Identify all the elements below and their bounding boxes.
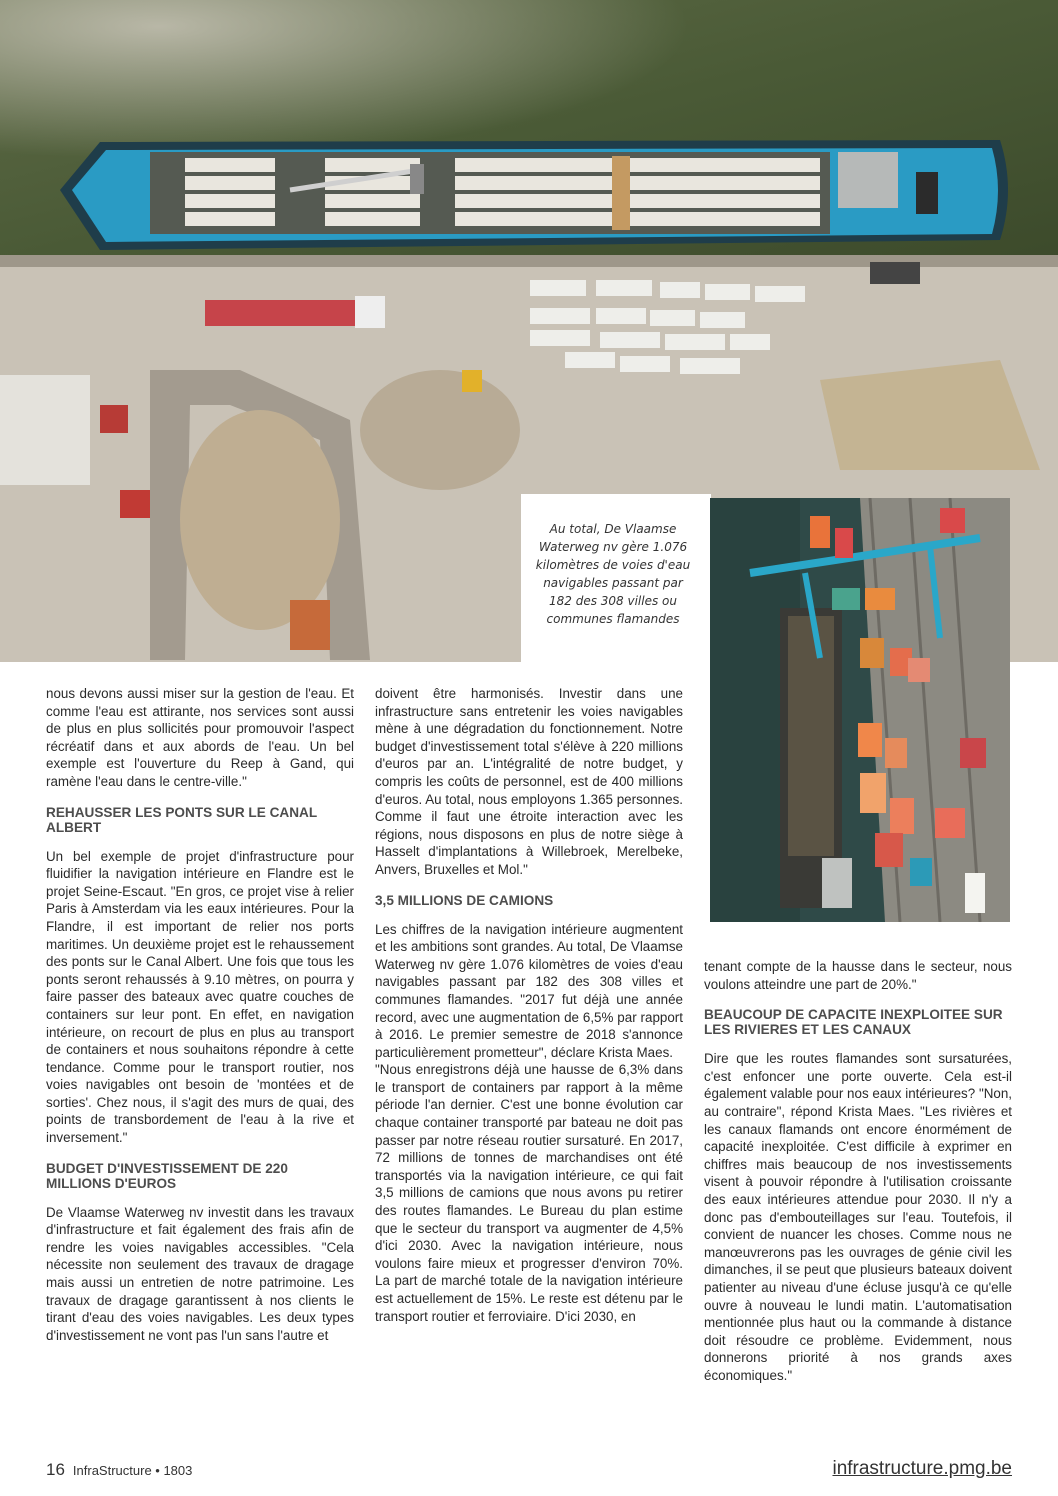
paragraph: Dire que les routes flamandes sont sursaturées, c'est enfoncer une porte ouverte. Cela est-il également valable pour nos eaux intérieures? "Non, au contraire", répond Krista Maes. "Les rivières et les canaux flamands ont encore énormément de capacité inexploitée. C'est difficile à exprimer en chiffres mais beaucoup de nos investissements visent à pouvoir répondre à l'utilisation croissante des eaux intérieures attendue pour 2030. Il n'y a donc pas d'embouteillages sur l'eau. Toutefois, il convient de nuancer les choses. Comme nous ne manœuvrerons pas les ouvrages de génie civil les dimanches, il se peut que plusieurs bateaux doivent patienter au niveau d'une écluse jusqu'à ce qu'elle ouvre à nouveau le lundi matin. L'automatisation mentionnée plus haut ou la commande à distance doit résoudre ce problème. Evidemment, nous donnerons priorité à nos grands axes économiques." (704, 1051, 1012, 1383)
paragraph: tenant compte de la hausse dans le secteur, nous voulons atteindre une part de 20%." (704, 959, 1012, 992)
paragraph: nous devons aussi miser sur la gestion de l'eau. Et comme l'eau est attirante, nos services sont aussi de plus en plus sollicités pour promouvoir l'aspect récréatif dans et aux abords de l'eau. Un bel exemple est l'ouverture du Reep à Gand, qui ramène l'eau dans le centre-ville." (46, 686, 354, 789)
footer-publication (46, 1460, 192, 1480)
paragraph: doivent être harmonisés. Investir dans une infrastructure sans entretenir les voies navigables mène à une dégradation du fonctionnement. Notre budget d'investissement total s'élève à 220 millions d'euros par an. L'intégralité de notre budget, y compris les coûts de personnel, est de 400 millions d'euros. Au total, nous employons 1.365 personnes. Comme il faut une étroite interaction avec les régions, nous disposons en plus de notre siège à Hasselt d'implantations à Willebroek, Merelbeke, Anvers, Bruxelles et Mol." (375, 686, 683, 877)
photo-caption: Au total, De Vlaamse Waterweg nv gère 1.076 kilomètres de voies d'eau navigables passant par 182 des 308 villes ou communes flamandes (535, 522, 691, 626)
page-number: 16 (46, 1460, 65, 1479)
column-3 (704, 958, 1012, 1398)
website-link[interactable]: infrastructure.pmg.be (832, 1458, 1012, 1479)
column-2 (375, 685, 683, 1339)
paragraph: "Nous enregistrons déjà une hausse de 6,3% dans le transport de containers par rapport à la même période l'an dernier. C'est une bonne évolution car chaque container transporté par bateau ne doit pas passer par notre réseau routier sursaturé. En 2017, 72 millions de tonnes de marchandises ont été transportés via la navigation intérieure, ce qui fait 3,5 millions de camions que nous avons pu retirer des routes flamandes. Le Bureau du plan estime que le secteur du transport va augmenter de 4,5% d'ici 2030. Avec la navigation intérieure, nous voulons faire mieux et progresser d'environ 70%. La part de marché totale de la navigation intérieure est actuellement de 15%. Le reste est détenu par le transport routier et ferroviaire. D'ici 2030, en (375, 1062, 683, 1324)
paragraph: Les chiffres de la navigation intérieure augmentent et les ambitions sont grandes. Au total, De Vlaamse Waterweg nv gère 1.076 kilomètres de voies d'eau navigables passant par 182 des 308 villes et communes flamandes. "2017 fut déjà une année record, avec une augmentation de 6,5% par rapport à 2016. Le premier semestre de 2018 s'annonce particulièrement prometteur", déclare Krista Maes. (375, 921, 683, 1060)
section-heading: BEAUCOUP DE CAPACITE INEXPLOITEE SUR LES RIVIERES ET LES CANAUX (704, 1007, 1003, 1038)
section-heading: BUDGET D'INVESTISSEMENT DE 220 MILLIONS D'EUROS (46, 1160, 288, 1191)
paragraph: De Vlaamse Waterweg nv investit dans les travaux d'infrastructure et fait également des frais afin de rendre les voies navigables accessibles. "Cela nécessite non seulement des travaux de dragage mais aussi un entretien de notre patrimoine. Les travaux de dragage garantissent à nos clients le tirant d'eau des voies navigables. Les deux types d'investissement ne vont pas l'un sans l'autre et (46, 1204, 354, 1343)
container-terminal-photo (710, 498, 1010, 922)
column-1 (46, 685, 354, 1358)
paragraph: Un bel exemple de projet d'infrastructure pour fluidifier la navigation intérieure en Flandre est le projet Seine-Escaut. "En gros, ce projet vise à relier Paris à Amsterdam via les eaux intérieures. Pour la Flandre, il est important de relier nos ports maritimes. Un deuxième projet est le rehaussement des ponts sur le Canal Albert. Une fois que tous les ponts seront rehaussés à 9.10 mètres, on pourra y faire passer des bateaux avec quatre couches de containers sur leur pont. En effet, en navigation intérieure, on recourt de plus en plus au transport de containers et nous souhaitons répondre à cette tendance. Comme pour le transport routier, nos voies navigables ont besoin de 'montées et de sorties'. Chez nous, il s'agit des murs de quai, des points de transbordement de l'eau à la rive et inversement." (46, 848, 354, 1146)
section-heading: REHAUSSER LES PONTS SUR LE CANAL ALBERT (46, 804, 317, 835)
section-heading: 3,5 MILLIONS DE CAMIONS (375, 892, 554, 908)
publication-name: InfraStructure • 1803 (72, 1463, 193, 1478)
